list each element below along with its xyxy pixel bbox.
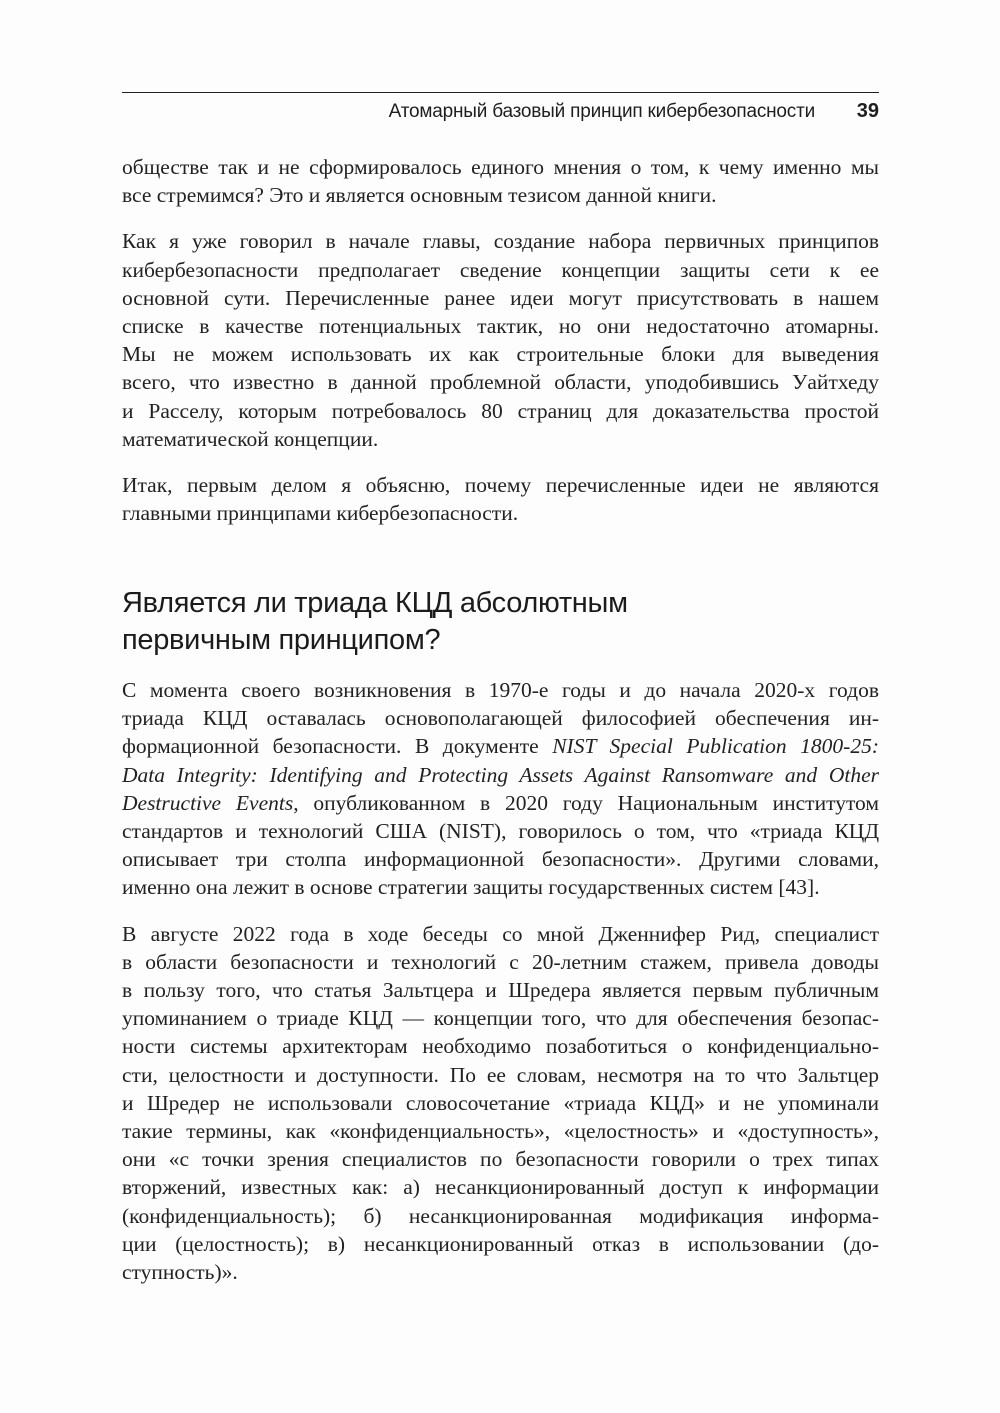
paragraph bbox=[122, 676, 879, 902]
text-line: сти, целостности и доступности. По ее словам, несмотря на то что Зальтцер bbox=[122, 1062, 879, 1087]
text-line: ности системы архитекторам необходимо позаботиться о конфиденциально- bbox=[122, 1034, 879, 1059]
text-line: основной сути. Перечисленные ранее идеи могут присутствовать в нашем bbox=[122, 285, 879, 310]
text-line: В августе 2022 года в ходе беседы со мной Дженнифер Рид, специалист bbox=[122, 921, 879, 946]
text-span: , опубликованном в 2020 году Национальным институтом bbox=[293, 790, 879, 815]
text-line: списке в качестве потенциальных тактик, но они недостаточно атомарны. bbox=[122, 314, 879, 339]
text-line: такие термины, как «конфиденциальность», «целостность» и «доступность», bbox=[122, 1119, 879, 1144]
intro-text bbox=[122, 153, 879, 545]
text-line: триада КЦД оставалась основополагающей философией обеспечения ин- bbox=[122, 706, 879, 731]
text-line: и Расселу, которым потребовалось 80 страниц для доказательства простой bbox=[122, 398, 879, 423]
text-line bbox=[122, 732, 879, 760]
text-line: Итак, первым делом я объясню, почему перечисленные идеи не являются bbox=[122, 473, 879, 498]
page-number: 39 bbox=[856, 100, 879, 122]
section-text bbox=[122, 676, 879, 1304]
text-line: в области безопасности и технологий с 20-летним стажем, привела доводы bbox=[122, 949, 879, 974]
text-line: именно она лежит в основе стратегии защиты государственных систем [43]. bbox=[122, 875, 820, 900]
running-header bbox=[122, 92, 879, 122]
text-line: ступность)». bbox=[122, 1260, 238, 1285]
document-title-italic: Destructive Events bbox=[122, 790, 294, 815]
paragraph bbox=[122, 920, 879, 1287]
text-line: главными принципами кибербезопасности. bbox=[122, 501, 519, 526]
paragraph bbox=[122, 227, 879, 453]
text-line: всего, что известно в данной проблемной области, уподобившись Уайтхеду bbox=[122, 370, 879, 395]
section-heading-line: Является ли триада КЦД абсолютным bbox=[122, 587, 628, 619]
text-line: вторжений, известных как: а) несанкционированный доступ к информации bbox=[122, 1175, 879, 1200]
text-line: кибербезопасности предполагает сведение концепции защиты сети к ее bbox=[122, 257, 879, 282]
text-span: формационной безопасности. В документе bbox=[122, 734, 553, 759]
text-line: они «с точки зрения специалистов по безопасности говорили о трех типах bbox=[122, 1147, 879, 1172]
document-title-italic: Data Integrity: Identifying and Protecting Assets Against Ransomware and Other bbox=[122, 762, 879, 787]
section-heading-line: первичным принципом? bbox=[122, 624, 441, 656]
text-line: стандартов и технологий США (NIST), говорилось о том, что «триада КЦД bbox=[122, 819, 879, 844]
document-title-italic: NIST Special Publication 1800-25: bbox=[552, 734, 879, 759]
text-line bbox=[122, 761, 879, 789]
text-line: упоминанием о триаде КЦД — концепции того, что для обеспечения безопас- bbox=[122, 1006, 879, 1031]
paragraph bbox=[122, 471, 879, 527]
text-line: в пользу того, что статья Зальтцера и Шредера является первым публичным bbox=[122, 978, 879, 1003]
text-line: все стремимся? Это и является основным тезисом данной книги. bbox=[122, 183, 717, 208]
text-line: и Шредер не использовали словосочетание «триада КЦД» и не упоминали bbox=[122, 1090, 879, 1115]
text-line: обществе так и не сформировалось единого мнения о том, к чему именно мы bbox=[122, 155, 879, 179]
text-line: описывает три столпа информационной безопасности». Другими словами, bbox=[122, 847, 879, 872]
section-heading bbox=[122, 585, 879, 659]
text-line: ции (целостность); в) несанкционированный отказ в использовании (до- bbox=[122, 1231, 879, 1256]
text-line: (конфиденциальность); б) несанкционированная модификация информа- bbox=[122, 1203, 879, 1228]
text-line bbox=[122, 789, 879, 817]
text-line: С момента своего возникновения в 1970-е годы и до начала 2020-х годов bbox=[122, 678, 879, 702]
text-line: Как я уже говорил в начале главы, создание набора первичных принципов bbox=[122, 229, 879, 254]
paragraph bbox=[122, 153, 879, 209]
text-line: Мы не можем использовать их как строительные блоки для выведения bbox=[122, 342, 879, 367]
text-line: математической концепции. bbox=[122, 426, 379, 451]
running-header-title: Атомарный базовый принцип кибербезопасности bbox=[388, 101, 815, 122]
